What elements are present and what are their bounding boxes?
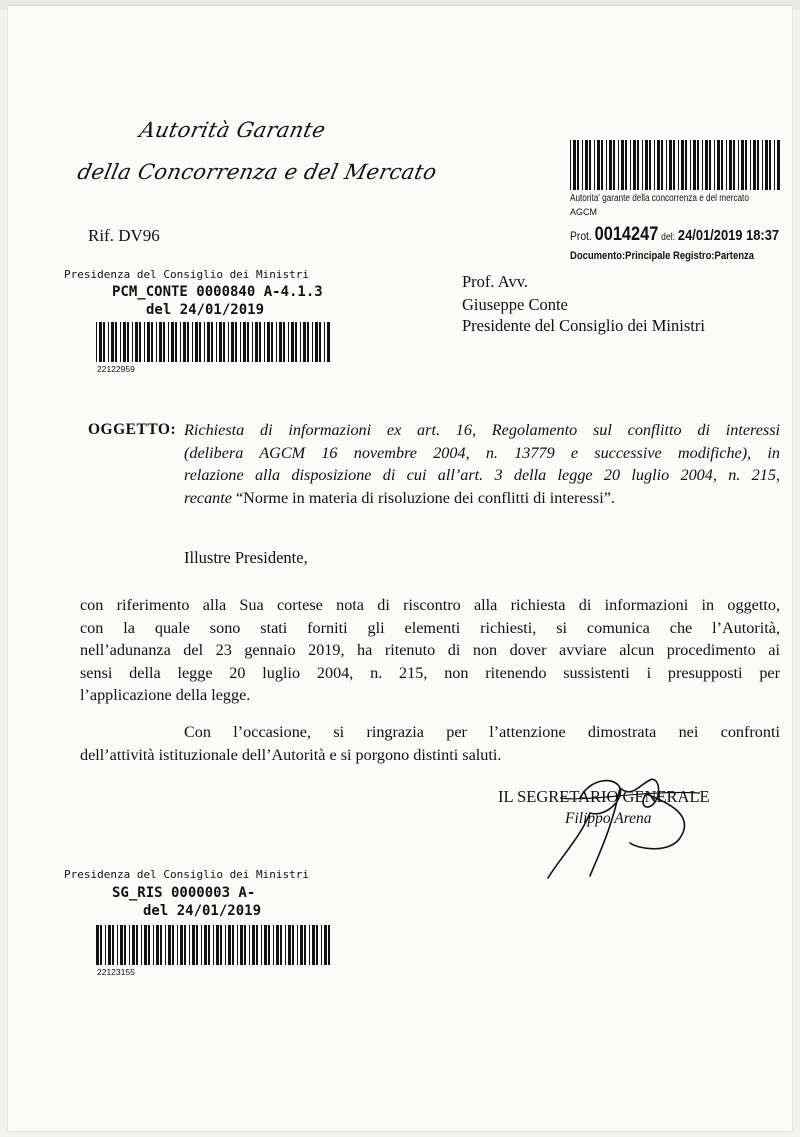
pcm-bottom-line-2: SG_RIS 0000003 A-: [112, 885, 256, 901]
barcode-stripe: [163, 322, 165, 362]
barcode-stripe: [621, 140, 624, 190]
letterhead-line-1: Autorità Garante: [137, 118, 328, 142]
barcode-stripe: [211, 322, 213, 362]
barcode-stripe: [642, 140, 643, 190]
barcode-stripe: [111, 322, 114, 362]
subject-text: [184, 419, 780, 509]
pcm-top-line-1: Presidenza del Consiglio dei Ministri: [64, 268, 310, 281]
barcode-stripe: [201, 925, 202, 965]
barcode-stripe: [721, 140, 723, 190]
subject-line-last: [184, 487, 780, 510]
barcode-stripe: [328, 925, 330, 965]
pcm-top-line-3: del 24/01/2019: [146, 302, 265, 318]
barcode-stripe: [709, 140, 711, 190]
barcode-stripe: [609, 140, 612, 190]
barcode-stripe: [168, 322, 169, 362]
barcode-stripe: [661, 140, 663, 190]
body-line: dell’attività istituzionale dell’Autorità e si porgono distinti saluti.: [80, 745, 502, 764]
barcode-stripe: [321, 925, 322, 965]
barcode-stripe: [112, 925, 114, 965]
barcode-stripe: [204, 925, 207, 965]
barcode-stripe: [292, 925, 294, 965]
barcode-stripe: [216, 322, 217, 362]
barcode-stripe: [139, 322, 141, 362]
pcm-top-barcode: [96, 322, 332, 362]
barcode-stripe: [307, 322, 309, 362]
signature-name: Filippo Arena: [565, 810, 652, 827]
barcode-stripe: [324, 322, 325, 362]
barcode-stripe: [175, 322, 177, 362]
pcm-bottom-barcode-number: 22123155: [97, 967, 135, 977]
barcode-stripe: [673, 140, 675, 190]
barcode-stripe: [160, 925, 162, 965]
barcode-stripe: [165, 925, 166, 965]
subject-line: Richiesta di informazioni ex art. 16, Regolamento sul conflitto di interessi: [184, 421, 780, 439]
prot-label: Prot.: [570, 229, 592, 243]
barcode-stripe: [213, 925, 214, 965]
salutation: Illustre Presidente,: [184, 548, 308, 567]
barcode-stripe: [702, 140, 703, 190]
subject-label: OGGETTO:: [88, 421, 177, 438]
barcode-stripe: [264, 925, 267, 965]
barcode-stripe: [733, 140, 735, 190]
barcode-stripe: [753, 140, 756, 190]
pcm-top-line-2: PCM_CONTE 0000840 A-4.1.3: [112, 284, 323, 300]
barcode-stripe: [577, 140, 579, 190]
barcode-stripe: [297, 925, 298, 965]
barcode-stripe: [187, 322, 189, 362]
barcode-stripe: [283, 322, 285, 362]
barcode-stripe: [309, 925, 310, 965]
barcode-stripe: [177, 925, 178, 965]
barcode-stripe: [144, 322, 145, 362]
barcode-stripe: [231, 322, 234, 362]
barcode-stripe: [300, 322, 301, 362]
barcode-stripe: [129, 925, 130, 965]
barcode-stripe: [745, 140, 747, 190]
barcode-stripe: [156, 322, 157, 362]
barcode-stripe: [256, 925, 258, 965]
protocol-caption: Autorita' garante della concorrenza e del mercato: [570, 193, 749, 204]
barcode-stripe: [327, 322, 330, 362]
recipient-role: Presidente del Consiglio dei Ministri: [462, 316, 705, 335]
barcode-stripe: [738, 140, 739, 190]
prot-date-time: 24/01/2019 18:37: [677, 227, 780, 244]
barcode-stripe: [108, 925, 111, 965]
barcode-stripe: [240, 925, 243, 965]
barcode-stripe: [271, 322, 273, 362]
barcode-stripe: [192, 925, 195, 965]
barcode-stripe: [184, 925, 186, 965]
barcode-stripe: [288, 925, 291, 965]
barcode-stripe: [570, 140, 571, 190]
barcode-stripe: [132, 925, 135, 965]
barcode-stripe: [96, 322, 97, 362]
barcode-stripe: [669, 140, 672, 190]
barcode-stripe: [117, 925, 118, 965]
barcode-stripe: [153, 925, 154, 965]
barcode-stripe: [244, 925, 246, 965]
subject-quote: “Norme in materia di risoluzione dei conflitti di interessi”.: [236, 488, 615, 507]
barcode-stripe: [304, 925, 306, 965]
barcode-stripe: [681, 140, 684, 190]
body-line: con la quale sono stati forniti gli elementi richiesti, si comunica che l’Autorità,: [80, 618, 780, 637]
barcode-stripe: [225, 925, 226, 965]
recipient-title: Prof. Avv.: [462, 272, 528, 291]
barcode-stripe: [220, 925, 222, 965]
barcode-stripe: [228, 322, 229, 362]
barcode-stripe: [192, 322, 193, 362]
barcode-stripe: [151, 322, 153, 362]
barcode-stripe: [255, 322, 258, 362]
body-paragraph-1: [80, 594, 780, 707]
barcode-stripe: [594, 140, 595, 190]
pcm-bottom-line-3: del 24/01/2019: [143, 903, 262, 919]
barcode-stripe: [216, 925, 219, 965]
barcode-stripe: [295, 322, 297, 362]
barcode-stripe: [637, 140, 639, 190]
barcode-stripe: [316, 925, 318, 965]
protocol-code: AGCM: [570, 207, 597, 217]
barcode-stripe: [729, 140, 732, 190]
barcode-stripe: [601, 140, 603, 190]
barcode-stripe: [585, 140, 588, 190]
barcode-stripe: [649, 140, 651, 190]
body-line: l’applicazione della legge.: [80, 686, 251, 705]
barcode-stripe: [96, 925, 99, 965]
barcode-stripe: [247, 322, 249, 362]
barcode-stripe: [219, 322, 222, 362]
body-line: con riferimento alla Sua cortese nota di riscontro alla richiesta di informazioni in oggetto,: [80, 596, 780, 614]
barcode-stripe: [223, 322, 225, 362]
barcode-stripe: [108, 322, 109, 362]
barcode-stripe: [252, 322, 253, 362]
barcode-stripe: [633, 140, 636, 190]
barcode-stripe: [100, 925, 102, 965]
body-line: Con l’occasione, si ringrazia per l’attenzione dimostrata nei confronti: [184, 723, 780, 741]
barcode-stripe: [280, 925, 282, 965]
barcode-stripe: [606, 140, 607, 190]
barcode-stripe: [127, 322, 129, 362]
barcode-stripe: [757, 140, 759, 190]
barcode-stripe: [136, 925, 138, 965]
barcode-stripe: [769, 140, 771, 190]
barcode-stripe: [159, 322, 162, 362]
barcode-stripe: [123, 322, 126, 362]
barcode-stripe: [717, 140, 720, 190]
barcode-stripe: [273, 925, 274, 965]
barcode-stripe: [630, 140, 631, 190]
barcode-stripe: [589, 140, 591, 190]
barcode-stripe: [171, 322, 174, 362]
barcode-stripe: [124, 925, 126, 965]
barcode-stripe: [285, 925, 286, 965]
barcode-stripe: [183, 322, 186, 362]
pcm-bottom-barcode: [96, 925, 332, 965]
barcode-stripe: [204, 322, 205, 362]
barcode-stripe: [199, 322, 201, 362]
barcode-stripe: [597, 140, 600, 190]
barcode-stripe: [276, 322, 277, 362]
barcode-stripe: [315, 322, 318, 362]
barcode-stripe: [240, 322, 241, 362]
barcode-stripe: [726, 140, 727, 190]
pcm-bottom-line-1: Presidenza del Consiglio dei Ministri: [64, 868, 310, 881]
barcode-stripe: [103, 322, 105, 362]
prot-date-label: del:: [661, 232, 676, 243]
barcode-stripe: [765, 140, 768, 190]
barcode-stripe: [582, 140, 583, 190]
barcode-stripe: [147, 322, 150, 362]
reference-code: Rif. DV96: [88, 226, 160, 245]
barcode-stripe: [252, 925, 255, 965]
barcode-stripe: [141, 925, 142, 965]
barcode-stripe: [267, 322, 270, 362]
barcode-stripe: [319, 322, 321, 362]
handwritten-signature: [520, 758, 720, 888]
barcode-stripe: [693, 140, 696, 190]
barcode-stripe: [105, 925, 106, 965]
barcode-stripe: [279, 322, 282, 362]
barcode-stripe: [312, 322, 313, 362]
barcode-stripe: [156, 925, 159, 965]
barcode-stripe: [324, 925, 327, 965]
barcode-stripe: [132, 322, 133, 362]
barcode-stripe: [268, 925, 270, 965]
barcode-stripe: [135, 322, 138, 362]
barcode-stripe: [144, 925, 147, 965]
signature-title: IL SEGRETARIO GENERALE: [498, 787, 710, 806]
barcode-stripe: [654, 140, 655, 190]
barcode-stripe: [120, 925, 123, 965]
prot-number: 0014247: [594, 224, 659, 245]
barcode-stripe: [237, 925, 238, 965]
barcode-stripe: [99, 322, 102, 362]
letterhead-line-2: della Concorrenza e del Mercato: [75, 160, 439, 184]
barcode-stripe: [276, 925, 279, 965]
barcode-stripe: [288, 322, 289, 362]
barcode-stripe: [762, 140, 763, 190]
barcode-stripe: [625, 140, 627, 190]
barcode-stripe: [774, 140, 775, 190]
barcode-stripe: [777, 140, 780, 190]
barcode-stripe: [168, 925, 171, 965]
barcode-stripe: [750, 140, 751, 190]
barcode-stripe: [228, 925, 231, 965]
barcode-stripe: [249, 925, 250, 965]
barcode-stripe: [180, 322, 181, 362]
barcode-stripe: [232, 925, 234, 965]
barcode-stripe: [657, 140, 660, 190]
barcode-stripe: [243, 322, 246, 362]
barcode-stripe: [645, 140, 648, 190]
barcode-stripe: [235, 322, 237, 362]
subject-recante: recante: [184, 488, 232, 507]
protocol-document-line: Documento:Principale Registro:Partenza: [570, 250, 754, 262]
subject-line: (delibera AGCM 16 novembre 2004, n. 13779 e successive modifiche), in: [184, 443, 780, 462]
barcode-stripe: [120, 322, 121, 362]
barcode-stripe: [189, 925, 190, 965]
barcode-stripe: [259, 322, 261, 362]
barcode-stripe: [714, 140, 715, 190]
body-line: sensi della legge 20 luglio 2004, n. 215, non ritenendo sussistenti i presupposti per: [80, 663, 780, 682]
barcode-stripe: [208, 925, 210, 965]
barcode-stripe: [172, 925, 174, 965]
barcode-stripe: [618, 140, 619, 190]
barcode-stripe: [685, 140, 687, 190]
barcode-stripe: [741, 140, 744, 190]
barcode-stripe: [196, 925, 198, 965]
barcode-stripe: [148, 925, 150, 965]
protocol-barcode: [570, 140, 782, 190]
barcode-stripe: [261, 925, 262, 965]
barcode-stripe: [300, 925, 303, 965]
barcode-stripe: [115, 322, 117, 362]
barcode-stripe: [312, 925, 315, 965]
barcode-stripe: [207, 322, 210, 362]
recipient-name: Giuseppe Conte: [462, 295, 568, 314]
subject-line: relazione alla disposizione di cui all’art. 3 della legge 20 luglio 2004, n. 215,: [184, 466, 780, 485]
barcode-stripe: [195, 322, 198, 362]
barcode-stripe: [705, 140, 708, 190]
barcode-stripe: [180, 925, 183, 965]
barcode-stripe: [666, 140, 667, 190]
protocol-line: [570, 224, 779, 246]
barcode-stripe: [678, 140, 679, 190]
barcode-stripe: [303, 322, 306, 362]
barcode-stripe: [291, 322, 294, 362]
barcode-stripe: [690, 140, 691, 190]
barcode-stripe: [697, 140, 699, 190]
barcode-stripe: [264, 322, 265, 362]
barcode-stripe: [573, 140, 576, 190]
body-line: nell’adunanza del 23 gennaio 2019, ha ritenuto di non dover avviare alcun procedimento ai: [80, 641, 780, 660]
barcode-stripe: [613, 140, 615, 190]
pcm-top-barcode-number: 22122959: [97, 364, 135, 374]
